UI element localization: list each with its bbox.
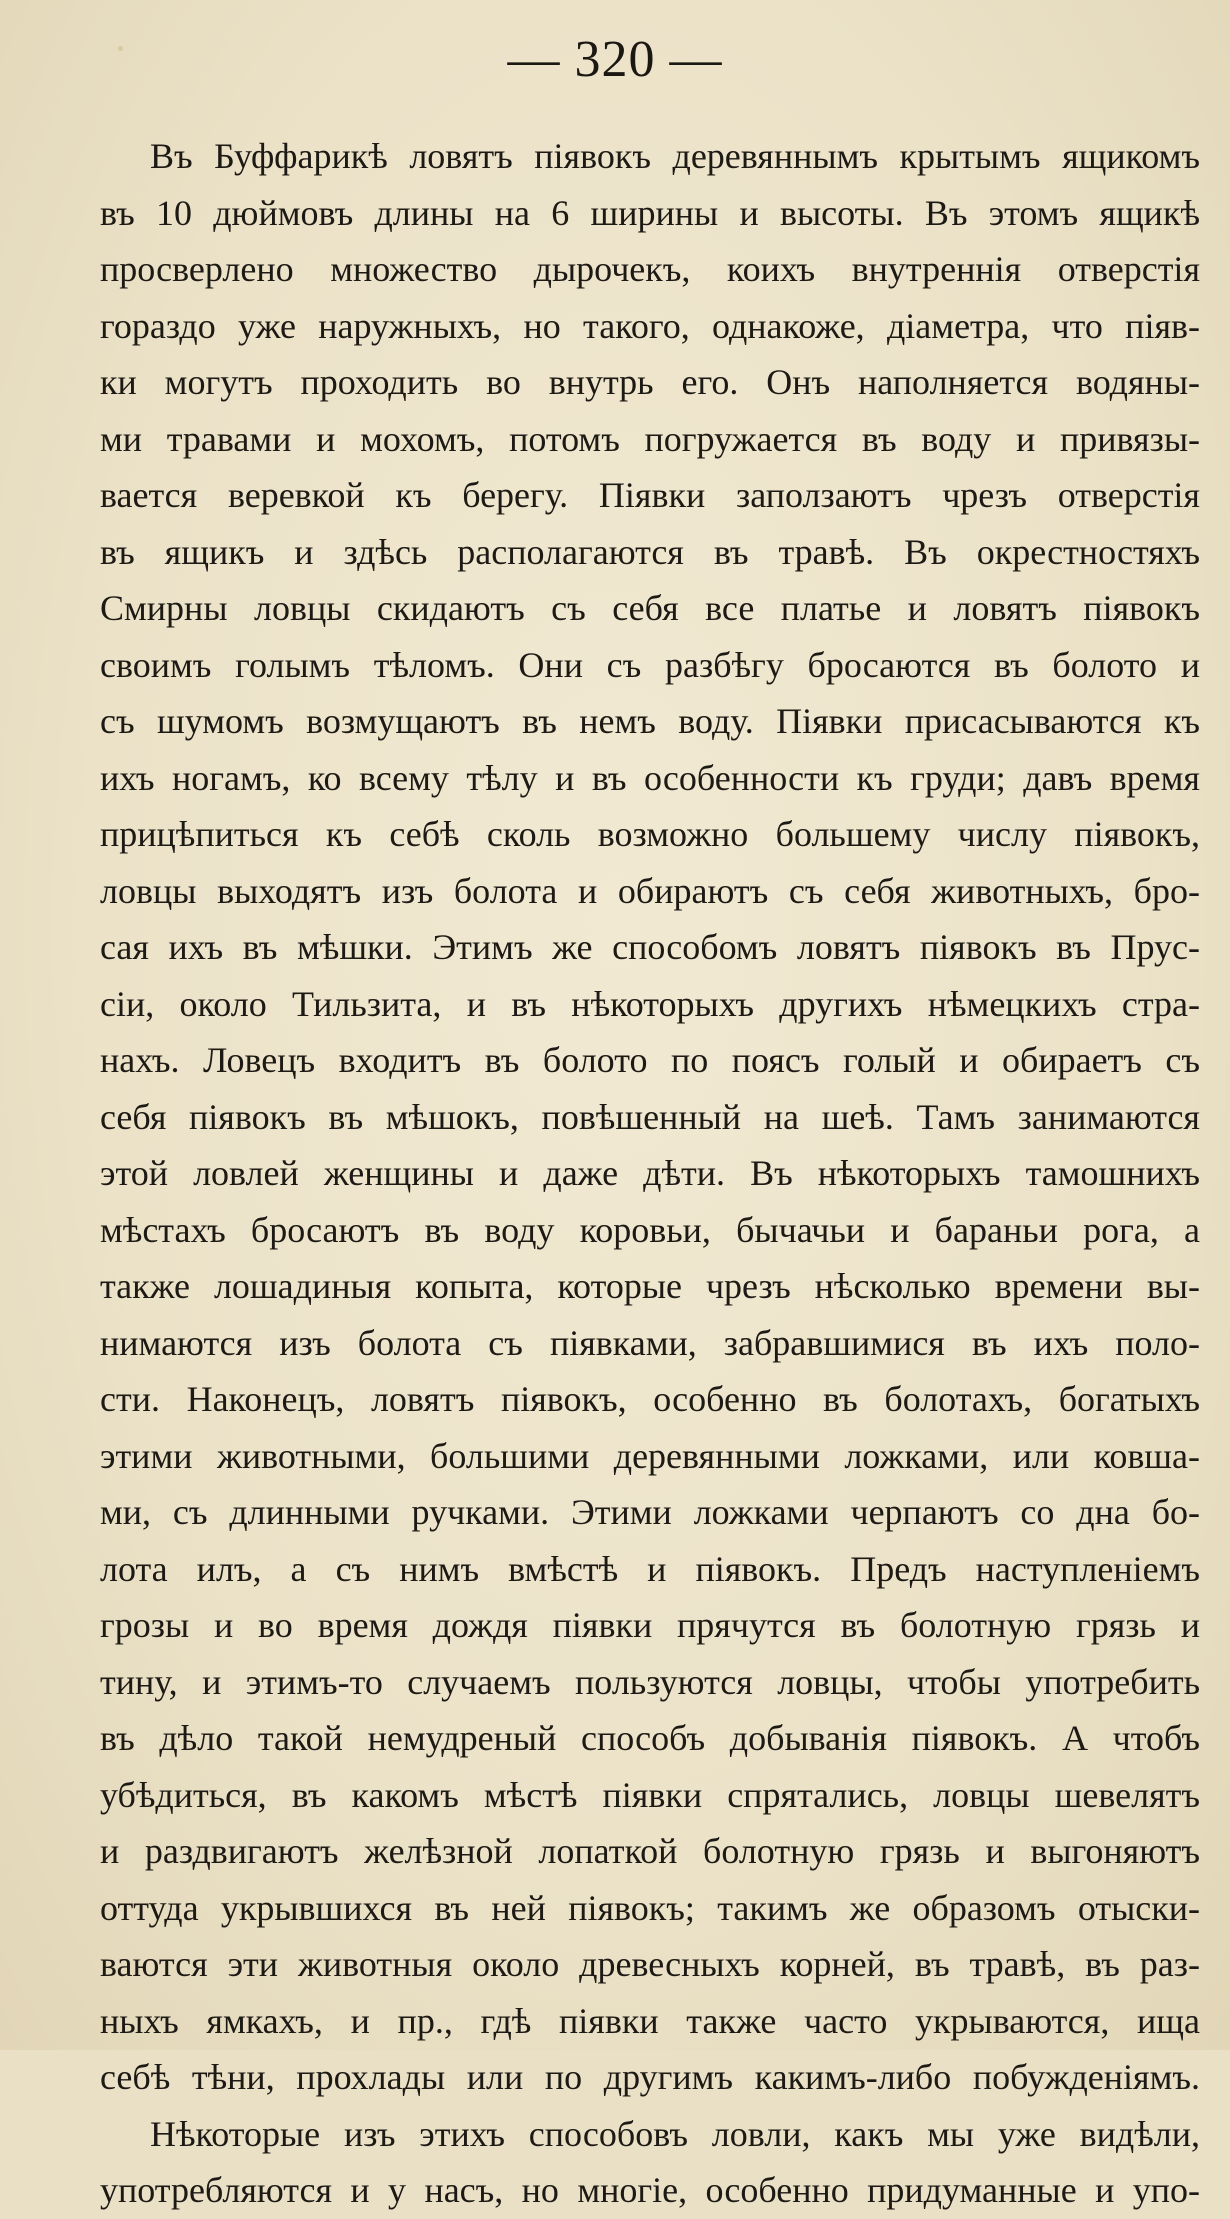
text-line: мѣстахъ бросаютъ въ воду коровьи, бычачьи и бараньи рога, а — [100, 1209, 1200, 1250]
text-line: ми травами и мохомъ, потомъ погружается въ воду и привязы- — [100, 418, 1200, 459]
text-line: лота илъ, а съ нимъ вмѣстѣ и піявокъ. Предъ наступленіемъ — [100, 1548, 1200, 1589]
text-line: этими животными, большими деревянными ложками, или ковша- — [100, 1435, 1200, 1476]
text-line: вается веревкой къ берегу. Піявки заползаютъ чрезъ отверстія — [100, 475, 1200, 515]
page-number: — 320 — — [507, 31, 723, 88]
text-line: прицѣпиться къ себѣ сколь возможно большему числу піявокъ, — [100, 814, 1200, 854]
text-line: оттуда укрывшихся въ ней піявокъ; такимъ же образомъ отыски- — [100, 1887, 1200, 1928]
text-line: Нѣкоторые изъ этихъ способовъ ловли, какъ мы уже видѣли, — [150, 2113, 1200, 2154]
text-line: себѣ тѣни, прохлады или по другимъ какимъ-либо побужденіямъ. — [100, 2057, 1200, 2097]
text-line: ловцы выходятъ изъ болота и обираютъ съ себя животныхъ, бро- — [100, 870, 1200, 911]
text-line: въ 10 дюймовъ длины на 6 ширины и высоты. Въ этомъ ящикѣ — [100, 192, 1200, 233]
text-line: ми, съ длинными ручками. Этими ложками черпаютъ со дна бо- — [100, 1492, 1200, 1532]
text-line: сти. Наконецъ, ловятъ піявокъ, особенно въ болотахъ, богатыхъ — [100, 1379, 1200, 1419]
text-line: Въ Буффарикѣ ловятъ піявокъ деревяннымъ крытымъ ящикомъ — [150, 136, 1200, 176]
text-line: ваются эти животныя около древесныхъ корней, въ травѣ, въ раз- — [100, 1944, 1200, 1984]
text-line: въ дѣло такой немудреный способъ добыванія піявокъ. А чтобъ — [100, 1718, 1200, 1758]
text-line: сіи, около Тильзита, и въ нѣкоторыхъ другихъ нѣмецкихъ стра- — [100, 983, 1200, 1024]
text-line: Смирны ловцы скидаютъ съ себя все платье и ловятъ піявокъ — [100, 588, 1200, 628]
text-line: нимаются изъ болота съ піявками, забравшимися въ ихъ поло- — [100, 1322, 1200, 1363]
text-line: ки могутъ проходить во внутрь его. Онъ наполняется водяны- — [100, 362, 1200, 402]
text-line: ныхъ ямкахъ, и пр., гдѣ піявки также часто укрываются, ища — [100, 2000, 1200, 2041]
text-line: употребляются и у насъ, но многіе, особенно придуманные и упо- — [100, 2170, 1200, 2210]
text-line: гораздо уже наружныхъ, но такого, однакоже, діаметра, что піяв- — [100, 305, 1200, 346]
text-line: своимъ голымъ тѣломъ. Они съ разбѣгу бросаются въ болото и — [100, 644, 1200, 685]
text-line: грозы и во время дождя піявки прячутся въ болотную грязь и — [100, 1605, 1200, 1645]
text-line: тину, и этимъ-то случаемъ пользуются ловцы, чтобы употребить — [100, 1661, 1200, 1702]
text-line: также лошадиныя копыта, которые чрезъ нѣсколько времени вы- — [100, 1266, 1200, 1306]
text-line: сая ихъ въ мѣшки. Этимъ же способомъ ловятъ піявокъ въ Прус- — [100, 927, 1200, 967]
text-line: и раздвигаютъ желѣзной лопаткой болотную грязь и выгоняютъ — [100, 1831, 1200, 1871]
text-line: убѣдиться, въ какомъ мѣстѣ піявки спрятались, ловцы шевелятъ — [100, 1774, 1200, 1815]
body-text — [100, 128, 1200, 2219]
text-line: просверлено множество дырочекъ, коихъ внутреннія отверстія — [100, 249, 1200, 289]
text-line: въ ящикъ и здѣсь располагаются въ травѣ. Въ окрестностяхъ — [100, 531, 1200, 572]
text-line: себя піявокъ въ мѣшокъ, повѣшенный на шеѣ. Тамъ занимаются — [100, 1096, 1200, 1137]
text-line: нахъ. Ловецъ входитъ въ болото по поясъ голый и обираетъ съ — [100, 1040, 1200, 1080]
text-line: съ шумомъ возмущаютъ въ немъ воду. Піявки присасываются къ — [100, 701, 1200, 741]
text-line: этой ловлей женщины и даже дѣти. Въ нѣкоторыхъ тамошнихъ — [100, 1153, 1200, 1193]
text-line: ихъ ногамъ, ко всему тѣлу и въ особенности къ груди; давъ время — [100, 757, 1200, 798]
